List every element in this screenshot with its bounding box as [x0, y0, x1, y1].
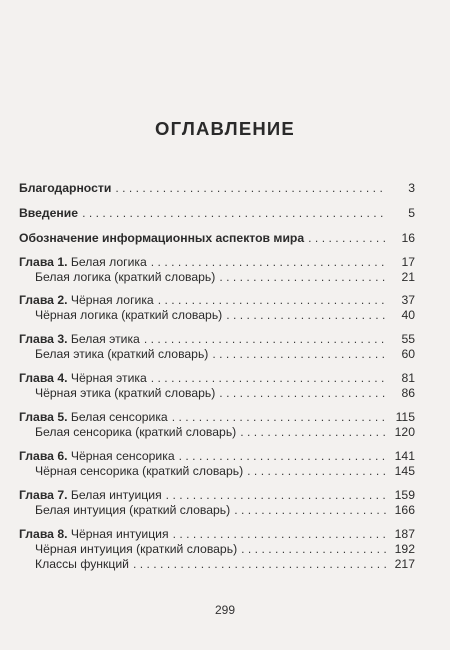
toc-entry-text: Чёрная сенсорика (краткий словарь)	[35, 464, 244, 478]
toc-row	[19, 370, 415, 386]
toc-row	[19, 541, 415, 557]
dot-leader	[241, 541, 387, 557]
toc-page-number: 86	[401, 386, 415, 400]
toc-page-number: 145	[394, 464, 415, 478]
toc-row	[19, 307, 415, 323]
dot-leader	[133, 556, 387, 572]
dot-leader	[219, 269, 387, 285]
toc-page-number: 3	[408, 181, 415, 195]
dot-leader	[151, 370, 387, 386]
toc-entry-text: Чёрная этика (краткий словарь)	[35, 386, 216, 400]
toc-page-number: 187	[394, 527, 415, 541]
dot-leader	[308, 230, 387, 246]
dot-leader	[219, 385, 387, 401]
chapter-label: Глава 3.	[19, 332, 68, 346]
toc-entry-text: Чёрная логика (краткий словарь)	[35, 308, 223, 322]
dot-leader	[115, 180, 387, 196]
toc-page-number: 5	[408, 206, 415, 220]
chapter-label: Глава 7.	[19, 488, 68, 502]
toc-entry-text: Белая интуиция	[67, 488, 162, 502]
dot-leader	[158, 292, 387, 308]
toc-entry-text: Белая логика (краткий словарь)	[35, 270, 216, 284]
dot-leader	[82, 205, 387, 221]
toc-page-number: 21	[401, 270, 415, 284]
toc-row	[19, 463, 415, 479]
toc-page-number: 55	[401, 332, 415, 346]
chapter-label: Глава 5.	[19, 410, 68, 424]
toc-row	[19, 254, 415, 270]
toc-entry-text: Чёрная логика	[67, 293, 154, 307]
toc-row	[19, 269, 415, 285]
toc-page-number: 166	[394, 503, 415, 517]
dot-leader	[151, 254, 387, 270]
toc-entry-text: Чёрная интуиция	[67, 527, 169, 541]
toc-row	[19, 448, 415, 464]
chapter-label: Глава 1.	[19, 255, 68, 269]
page-title: ОГЛАВЛЕНИЕ	[155, 118, 295, 139]
chapter-label: Глава 8.	[19, 527, 68, 541]
toc-page-number: 115	[395, 410, 415, 424]
dot-leader	[240, 424, 387, 440]
toc-entry-text: Чёрная сенсорика	[67, 449, 175, 463]
toc-page-number: 17	[401, 255, 415, 269]
toc-row	[19, 346, 415, 362]
toc-page-number: 81	[401, 371, 415, 385]
toc-row	[19, 424, 415, 440]
dot-leader	[226, 307, 387, 323]
chapter-label: Глава 6.	[19, 449, 68, 463]
toc-row	[19, 385, 415, 401]
toc-entry-text: Чёрная интуиция (краткий словарь)	[35, 542, 238, 556]
toc-heading: Благодарности	[19, 181, 112, 195]
dot-leader	[247, 463, 387, 479]
dot-leader	[166, 487, 387, 503]
toc-page-number: 40	[401, 308, 415, 322]
chapter-label: Глава 2.	[19, 293, 68, 307]
toc-page-number: 192	[394, 542, 415, 556]
toc-entry-text: Белая этика	[67, 332, 140, 346]
toc-entry-text: Белая сенсорика (краткий словарь)	[35, 425, 237, 439]
toc-entry-text: Белая сенсорика	[67, 410, 168, 424]
dot-leader	[172, 409, 387, 425]
toc-row	[19, 331, 415, 347]
toc-page-number: 120	[394, 425, 415, 439]
dot-leader	[179, 448, 387, 464]
toc-row	[19, 180, 415, 196]
dot-leader	[234, 502, 387, 518]
toc-row	[19, 487, 415, 503]
toc-row	[19, 556, 415, 572]
toc-row	[19, 230, 415, 246]
dot-leader	[212, 346, 387, 362]
dot-leader	[144, 331, 387, 347]
dot-leader	[173, 526, 387, 542]
toc-heading: Введение	[19, 206, 79, 220]
toc-page-number: 16	[401, 231, 415, 245]
chapter-label: Глава 4.	[19, 371, 68, 385]
toc-row	[19, 205, 415, 221]
toc-entry-text: Белая этика (краткий словарь)	[35, 347, 209, 361]
toc-row	[19, 409, 415, 425]
toc-page-number: 159	[394, 488, 415, 502]
page-number: 299	[214, 603, 236, 617]
toc-row	[19, 526, 415, 542]
toc-page-number: 37	[401, 293, 415, 307]
toc-page-number: 60	[401, 347, 415, 361]
toc-entry-text: Белая логика	[67, 255, 147, 269]
toc-entry-text: Чёрная этика	[67, 371, 147, 385]
toc-entry-text: Белая интуиция (краткий словарь)	[35, 503, 231, 517]
toc-page-number: 217	[394, 557, 415, 571]
toc-page-number: 141	[394, 449, 415, 463]
toc-row	[19, 292, 415, 308]
toc-heading: Обозначение информационных аспектов мира	[19, 231, 305, 245]
toc-entry-text: Классы функций	[35, 557, 129, 571]
toc-row	[19, 502, 415, 518]
